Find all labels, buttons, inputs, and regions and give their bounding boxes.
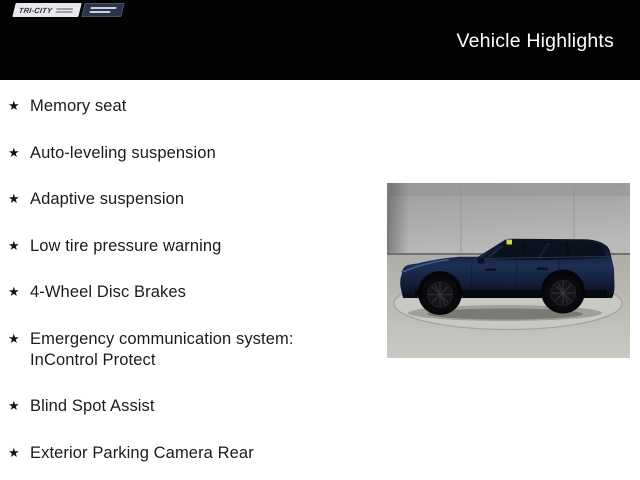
star-bullet-icon: ★ — [8, 237, 20, 253]
dealer-logo — [14, 3, 123, 17]
header-bar — [0, 0, 640, 80]
highlight-item — [8, 396, 368, 417]
door-handle-front — [485, 269, 496, 272]
highlights-list — [8, 96, 368, 480]
highlight-text: Auto-leveling suspension — [30, 143, 216, 162]
star-bullet-icon: ★ — [8, 98, 20, 113]
dealer-logo-box — [12, 3, 82, 17]
dealer-name: TRI-CITY — [18, 5, 53, 15]
highlight-item — [8, 143, 368, 164]
star-bullet-icon: ★ — [8, 444, 20, 460]
front-wheel — [422, 276, 459, 313]
highlight-item — [8, 236, 368, 257]
rear-wheel — [545, 275, 582, 312]
highlight-item — [8, 443, 368, 464]
star-bullet-icon: ★ — [8, 144, 20, 160]
highlight-text: Low tire pressure warning — [30, 236, 222, 255]
highlight-item — [8, 189, 368, 210]
highlight-text: Adaptive suspension — [30, 190, 185, 208]
windshield-sticker — [507, 240, 513, 245]
star-bullet-icon: ★ — [8, 330, 20, 346]
dealer-phone-badge — [82, 3, 125, 17]
highlight-item — [8, 282, 368, 303]
highlight-text: 4-Wheel Disc Brakes — [30, 283, 186, 301]
highlight-text: Blind Spot Assist — [30, 397, 155, 415]
star-bullet-icon: ★ — [8, 398, 20, 413]
highlight-item — [8, 96, 368, 117]
car-illustration — [387, 183, 630, 358]
star-bullet-icon: ★ — [8, 284, 20, 299]
door-handle-rear — [537, 268, 548, 271]
vehicle-photo — [387, 183, 630, 358]
highlight-text: Exterior Parking Camera Rear — [30, 443, 254, 462]
highlight-text: Emergency communication system: InControl Protect — [30, 329, 294, 369]
page-title: Vehicle Highlights — [456, 30, 614, 52]
highlight-text: Memory seat — [30, 97, 127, 115]
star-bullet-icon: ★ — [8, 191, 20, 206]
highlight-item — [8, 329, 368, 371]
dealer-tagline-marks — [56, 8, 74, 13]
